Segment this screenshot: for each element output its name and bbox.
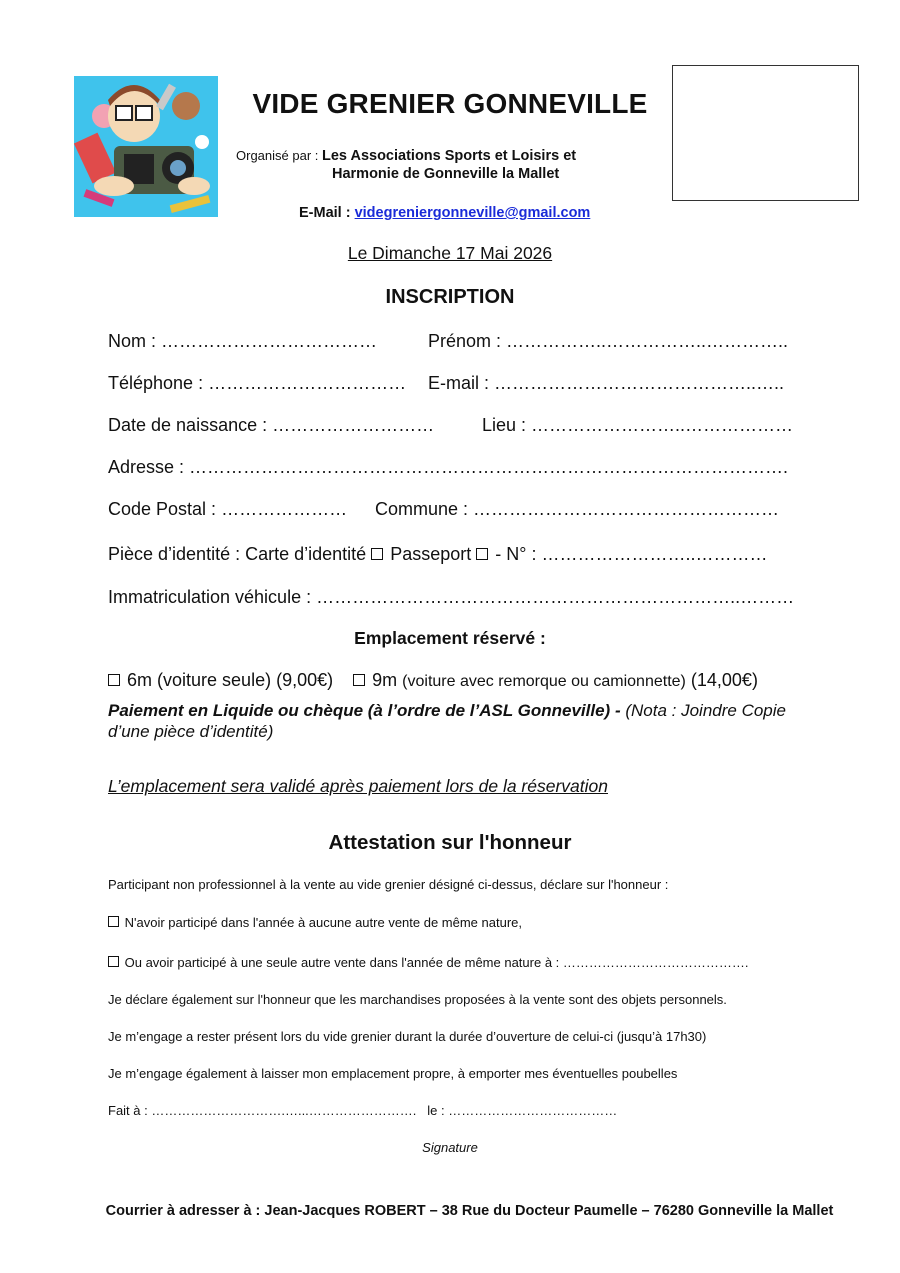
no-other-sale-checkbox[interactable] — [108, 916, 119, 927]
page-title: VIDE GRENIER GONNEVILLE — [252, 88, 648, 119]
fait-a-field[interactable]: Fait à : ………………………….…...……………………. — [108, 1103, 417, 1118]
prenom-field[interactable]: Prénom : ……………..……………..………….. — [428, 331, 789, 351]
attestation-heading: Attestation sur l'honneur — [328, 831, 572, 854]
payment-info — [108, 700, 808, 742]
contact-email-line — [299, 205, 590, 221]
mailing-address: Courrier à adresser à : Jean-Jacques ROBERT – 38 Rue du Docteur Paumelle – 76280 Gonneville la Mallet — [105, 1203, 834, 1219]
postal-code-field[interactable]: Code Postal : ………………… — [108, 499, 348, 519]
option-9m-size: 9m — [372, 670, 398, 690]
event-date: Le Dimanche 17 Mai 2026 — [347, 243, 553, 263]
telephone-field[interactable]: Téléphone : …………………………… — [108, 373, 407, 393]
vehicle-registration-field[interactable]: Immatriculation véhicule : ……………………………………………………………..……… — [108, 587, 795, 607]
organizer-name-2: Harmonie de Gonneville la Mallet — [332, 166, 560, 182]
organizer-line-1 — [236, 148, 576, 164]
birthplace-field[interactable]: Lieu : ……………………..……………… — [482, 415, 794, 435]
id-document-row — [108, 544, 767, 565]
attestation-check-2 — [108, 955, 749, 970]
option-9m-desc: (voiture avec remorque ou camionnette) — [402, 673, 686, 690]
option-6m-label: 6m (voiture seule) (9,00€) — [127, 670, 334, 690]
passport-label: Passeport — [390, 544, 472, 564]
emplacement-heading: Emplacement réservé : — [354, 628, 546, 648]
emplacement-options — [108, 670, 758, 691]
one-other-sale-label[interactable]: Ou avoir participé à une seule autre vente dans l'année de même nature à : ……………………………………. — [124, 955, 749, 970]
inscription-heading: INSCRIPTION — [385, 286, 515, 308]
email-label: E-Mail : — [299, 205, 355, 221]
attestation-intro: Participant non professionnel à la vente au vide grenier désigné ci-dessus, déclare sur l'honneur : — [108, 877, 669, 892]
fait-row — [108, 1103, 617, 1118]
payment-note: (Nota : Joindre Copie d’une pièce d’identité) — [108, 701, 786, 741]
address-field[interactable]: Adresse : ………………………………………………………………………………………. — [108, 457, 789, 477]
attestation-line-2: Je m’engage a rester présent lors du vide grenier durant la durée d’ouverture de celui-ci (jusqu’à 17h30) — [108, 1029, 707, 1044]
attestation-check-1 — [108, 915, 522, 930]
email-link[interactable]: videgreniergonneville@gmail.com — [354, 205, 591, 221]
organized-prefix: Organisé par : — [236, 148, 322, 163]
validation-note: L’emplacement sera validé après paiement lors de la réservation — [108, 776, 608, 796]
email-field[interactable]: E-mail : ……………………………………..….. — [428, 373, 785, 393]
nom-field[interactable]: Nom : ……………………………… — [108, 331, 378, 351]
commune-field[interactable]: Commune : …………………………………………… — [375, 499, 780, 519]
birthdate-field[interactable]: Date de naissance : ……………………… — [108, 415, 435, 435]
event-logo — [74, 76, 218, 217]
signature-label: Signature — [422, 1140, 478, 1155]
organizer-name-1: Les Associations Sports et Loisirs et — [322, 148, 577, 164]
passport-checkbox[interactable] — [476, 548, 488, 560]
photo-box — [672, 65, 859, 201]
id-card-checkbox[interactable] — [371, 548, 383, 560]
id-document-label: Pièce d’identité : Carte d’identité — [108, 544, 367, 564]
document-number-field[interactable]: - N° : ……………………..………… — [495, 544, 768, 564]
no-other-sale-label: N'avoir participé dans l'année à aucune autre vente de même nature, — [124, 915, 523, 930]
attestation-line-1: Je déclare également sur l'honneur que les marchandises proposées à la vente sont des objets personnels. — [108, 992, 727, 1007]
option-6m-checkbox[interactable] — [108, 674, 120, 686]
one-other-sale-checkbox[interactable] — [108, 956, 119, 967]
option-9m-price: (14,00€) — [690, 670, 758, 690]
option-9m-checkbox[interactable] — [353, 674, 365, 686]
attestation-line-3: Je m’engage également à laisser mon emplacement propre, à emporter mes éventuelles poubelles — [108, 1066, 678, 1081]
le-date-field[interactable]: le : ………………………………… — [427, 1103, 618, 1118]
payment-method: Paiement en Liquide ou chèque (à l’ordre de l’ASL Gonneville) - — [108, 701, 621, 720]
